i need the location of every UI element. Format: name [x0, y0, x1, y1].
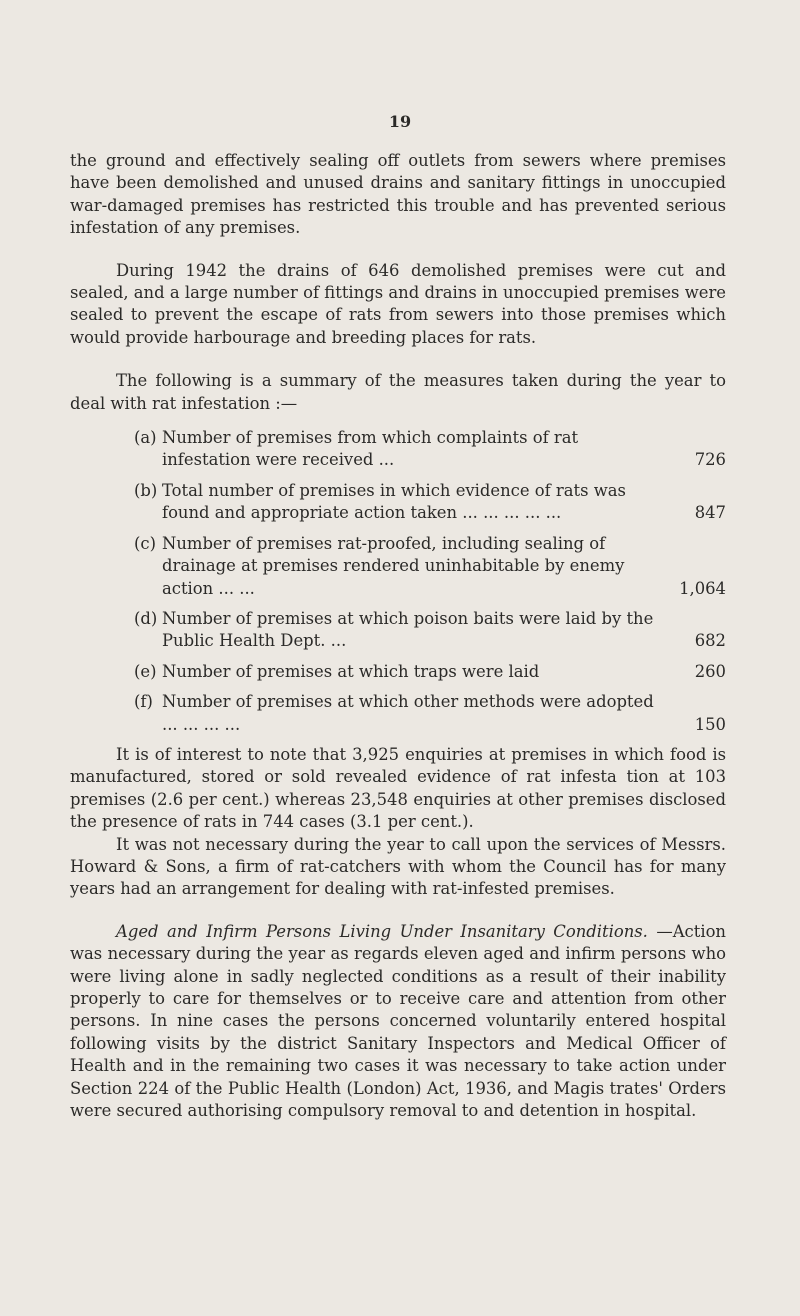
paragraph-aged-infirm: [70, 921, 726, 1123]
summary-item: [134, 533, 726, 600]
paragraph-drains-1942: During 1942 the drains of 646 demolished premises were cut and sealed, and a large number of fittings and drains in unoccupied premises were sealed to prevent the escape of rats from sewers into those premises which would provide harbourage and breeding places for rats.: [70, 260, 726, 347]
item-text: Number of premises at which traps were laid: [162, 661, 540, 681]
summary-item: [134, 427, 726, 472]
item-value: 150: [694, 714, 726, 734]
item-value: 1,064: [679, 578, 726, 598]
paragraph-rat-catchers: It was not necessary during the year to call upon the services of Messrs. Howard & Sons, a firm of rat-catchers with whom the Council has for many years had an arrangement for dealing with rat-infested premises.: [70, 834, 726, 899]
summary-item: [134, 480, 726, 525]
item-value: 847: [694, 503, 726, 523]
item-text: Number of premises at which poison baits were laid by the Public Health Dept. ...: [162, 608, 654, 651]
item-letter: (d): [134, 608, 158, 628]
paragraph-sewer-sealing: the ground and effectively sealing off outlets from sewers where premises have been demolished and unused drains and sanitary fittings in unoccupied war-damaged premises has restricted this trouble and has prevented serious infestation of any premises.: [70, 151, 726, 238]
item-letter: (b): [134, 480, 158, 500]
summary-item: [134, 661, 726, 683]
item-text: Number of premises rat-proofed, including sealing of drainage at premises rendered uninhabitable by enemy action ... ...: [162, 533, 625, 598]
summary-item: [134, 691, 726, 736]
rat-measures-summary: [134, 427, 726, 736]
page-number: 19: [388, 112, 412, 131]
item-value: 260: [694, 661, 726, 681]
paragraph-summary-intro: The following is a summary of the measures taken during the year to deal with rat infestation :—: [70, 371, 726, 413]
item-value: 682: [694, 631, 726, 651]
section-body: —Action was necessary during the year as regards eleven aged and infirm persons who were living alone in sadly neglected conditions as a result of their inability properly to care for themselves or to receive care and attention from other persons. In nine cases the persons concerned voluntarily entered hospital following visits by the district Sanitary Inspectors and Medical Officer of Health and in the remaining two cases it was necessary to take action under Section 224 of the Public Health (London) Act, 1936, and Magis trates' Orders were secured authorising compulsory removal to and detention in hospital.: [70, 921, 726, 1121]
summary-item: [134, 608, 726, 653]
item-text: Total number of premises in which evidence of rats was found and appropriate action taken ... ... ... ... ...: [162, 480, 626, 523]
item-letter: (a): [134, 428, 157, 448]
item-letter: (f): [134, 692, 153, 712]
item-letter: (e): [134, 661, 157, 681]
item-letter: (c): [134, 533, 156, 553]
body-text: [70, 150, 726, 1122]
section-heading: Aged and Infirm Persons Living Under Insanitary Conditions.: [116, 921, 648, 941]
item-text: Number of premises at which other methods were adopted ... ... ... ...: [162, 692, 654, 734]
paragraph-food-premises: It is of interest to note that 3,925 enquiries at premises in which food is manufactured, stored or sold revealed evidence of rat infesta tion at 103 premises (2.6 per cent.) whereas 23,548 enquiries at other premises disclosed the presence of rats in 744 cases (3.1 per cent.).: [70, 744, 726, 832]
item-value: 726: [694, 450, 726, 470]
item-text: Number of premises from which complaints of rat infestation were received ...: [162, 428, 579, 470]
